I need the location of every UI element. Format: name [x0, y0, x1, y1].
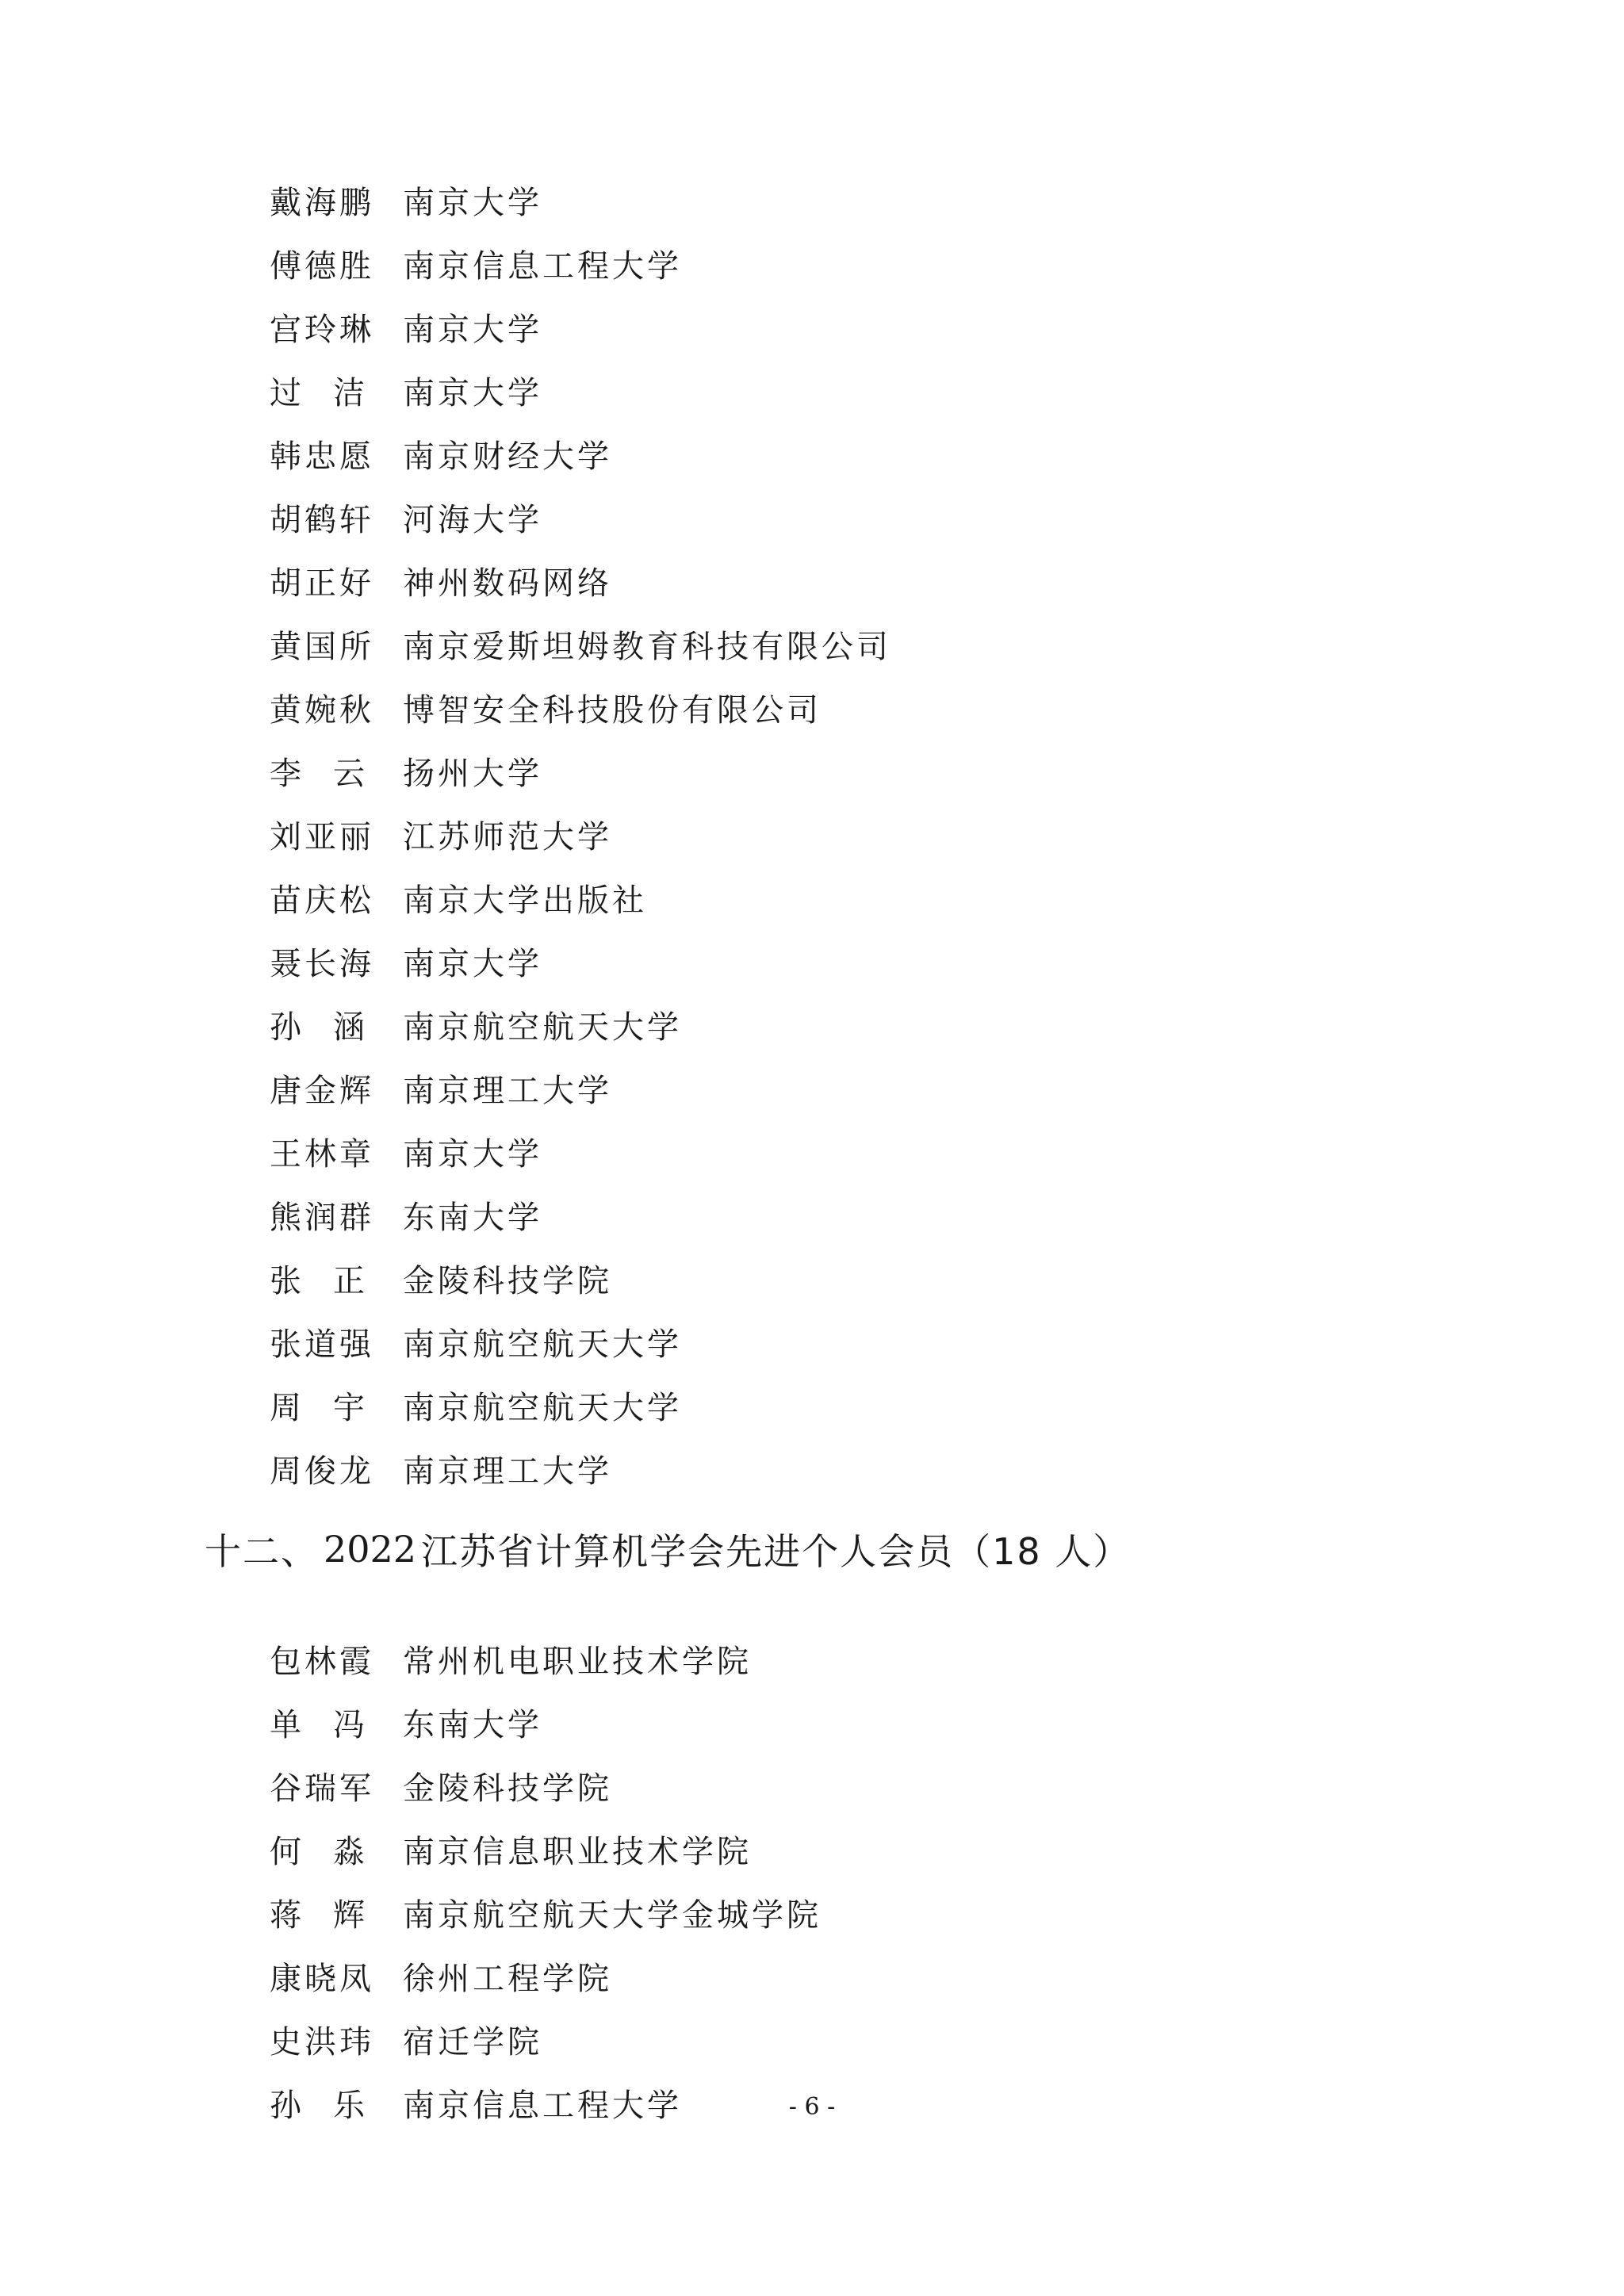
member-name [270, 1256, 365, 1301]
member-name-char: 蒋 [270, 1896, 301, 1934]
member-name: 黄国所 [270, 628, 374, 665]
member-affiliation: 南京大学 [403, 1135, 542, 1173]
member-name-char: 孙 [270, 1008, 301, 1046]
member-affiliation: 河海大学 [403, 501, 542, 538]
member-name [270, 1002, 365, 1047]
section-heading-title: 江苏省计算机学会先进个人会员（18 人） [421, 1530, 1132, 1573]
member-name-char: 涵 [333, 1008, 365, 1046]
list-item [270, 802, 891, 866]
member-affiliation: 南京航空航天大学金城学院 [403, 1896, 822, 1934]
member-affiliation: 南京理工大学 [403, 1072, 612, 1109]
list-item [270, 232, 891, 295]
list-item [270, 295, 891, 358]
list-item [270, 739, 891, 802]
member-affiliation: 徐州工程学院 [403, 1960, 612, 1997]
member-affiliation: 南京大学出版社 [403, 882, 647, 919]
list-item [270, 168, 891, 232]
member-name-char: 单 [270, 1706, 301, 1743]
member-affiliation: 常州机电职业技术学院 [403, 1643, 752, 1680]
member-list-continued [270, 168, 891, 1500]
section-heading-prefix: 十二、 [205, 1530, 319, 1573]
list-item [270, 866, 891, 929]
member-affiliation: 南京航空航天大学 [403, 1326, 682, 1363]
list-item [270, 1944, 822, 2007]
member-affiliation: 南京大学 [403, 374, 542, 411]
member-name-char: 冯 [333, 1706, 365, 1743]
member-affiliation: 东南大学 [403, 1199, 542, 1236]
member-name-char: 孙 [270, 2087, 301, 2124]
member-affiliation: 南京航空航天大学 [403, 1389, 682, 1426]
member-name: 傅德胜 [270, 247, 374, 285]
member-name: 周俊龙 [270, 1452, 374, 1490]
member-affiliation: 东南大学 [403, 1706, 542, 1743]
member-name: 宫玲琳 [270, 311, 374, 348]
member-name: 熊润群 [270, 1199, 374, 1236]
list-item [270, 1056, 891, 1119]
list-item [270, 549, 891, 612]
member-name-char: 宇 [333, 1389, 365, 1426]
member-affiliation: 扬州大学 [403, 755, 542, 792]
member-affiliation: 南京大学 [403, 945, 542, 982]
member-affiliation: 南京大学 [403, 311, 542, 348]
list-item [270, 1754, 822, 1817]
member-affiliation: 南京信息工程大学 [403, 247, 682, 285]
list-item [270, 675, 891, 739]
list-item [270, 1183, 891, 1246]
member-name-char: 云 [333, 755, 365, 792]
member-affiliation: 南京大学 [403, 184, 542, 221]
member-name: 戴海鹏 [270, 184, 374, 221]
member-name-char: 李 [270, 755, 301, 792]
section-heading-year: 2022 [324, 1528, 417, 1571]
list-item [270, 1881, 822, 1944]
list-item [270, 1310, 891, 1373]
member-name [270, 1827, 365, 1872]
member-affiliation: 神州数码网络 [403, 564, 612, 602]
member-name [270, 1700, 365, 1745]
member-name [270, 1890, 365, 1935]
advanced-member-list [270, 1627, 822, 2134]
member-name-char: 何 [270, 1833, 301, 1870]
member-name: 黄婉秋 [270, 691, 374, 729]
list-item [270, 422, 891, 485]
member-name: 王林章 [270, 1135, 374, 1173]
member-affiliation: 宿迁学院 [403, 2023, 542, 2061]
member-name-char: 乐 [333, 2087, 365, 2124]
member-name: 胡鹤轩 [270, 501, 374, 538]
list-item [270, 1690, 822, 1754]
list-item [270, 485, 891, 549]
list-item [270, 1437, 891, 1500]
member-affiliation: 南京财经大学 [403, 438, 612, 475]
member-affiliation: 南京理工大学 [403, 1452, 612, 1490]
member-name: 刘亚丽 [270, 818, 374, 855]
member-name-char: 淼 [333, 1833, 365, 1870]
list-item [270, 1627, 822, 1690]
member-affiliation: 金陵科技学院 [403, 1770, 612, 1807]
member-affiliation: 江苏师范大学 [403, 818, 612, 855]
member-affiliation: 南京信息职业技术学院 [403, 1833, 752, 1870]
member-name-char: 辉 [333, 1896, 365, 1934]
member-name-char: 张 [270, 1262, 301, 1299]
list-item [270, 1246, 891, 1310]
member-name: 苗庆松 [270, 882, 374, 919]
member-name: 张道强 [270, 1326, 374, 1363]
member-name: 谷瑞军 [270, 1770, 374, 1807]
member-name-char: 洁 [333, 374, 365, 411]
member-name: 韩忠愿 [270, 438, 374, 475]
list-item [270, 612, 891, 675]
member-affiliation: 南京信息工程大学 [403, 2087, 682, 2124]
member-name: 胡正好 [270, 564, 374, 602]
member-name-char: 周 [270, 1389, 301, 1426]
member-name-char: 过 [270, 374, 301, 411]
list-item [270, 1817, 822, 1881]
member-affiliation: 南京航空航天大学 [403, 1008, 682, 1046]
section-heading [205, 1524, 1131, 1575]
member-affiliation: 金陵科技学院 [403, 1262, 612, 1299]
member-name-char: 正 [333, 1262, 365, 1299]
member-name: 唐金辉 [270, 1072, 374, 1109]
member-name [270, 748, 365, 794]
list-item [270, 1373, 891, 1437]
member-name: 史洪玮 [270, 2023, 374, 2061]
list-item [270, 358, 891, 422]
list-item [270, 929, 891, 993]
list-item [270, 2007, 822, 2071]
list-item [270, 1119, 891, 1183]
member-name: 包林霞 [270, 1643, 374, 1680]
member-name: 康晓凤 [270, 1960, 374, 1997]
member-name [270, 368, 365, 413]
member-affiliation: 博智安全科技股份有限公司 [403, 691, 822, 729]
member-name: 聂长海 [270, 945, 374, 982]
page-number: - 6 - [788, 2093, 836, 2121]
list-item [270, 993, 891, 1056]
member-affiliation: 南京爱斯坦姆教育科技有限公司 [403, 628, 891, 665]
member-name [270, 1383, 365, 1428]
